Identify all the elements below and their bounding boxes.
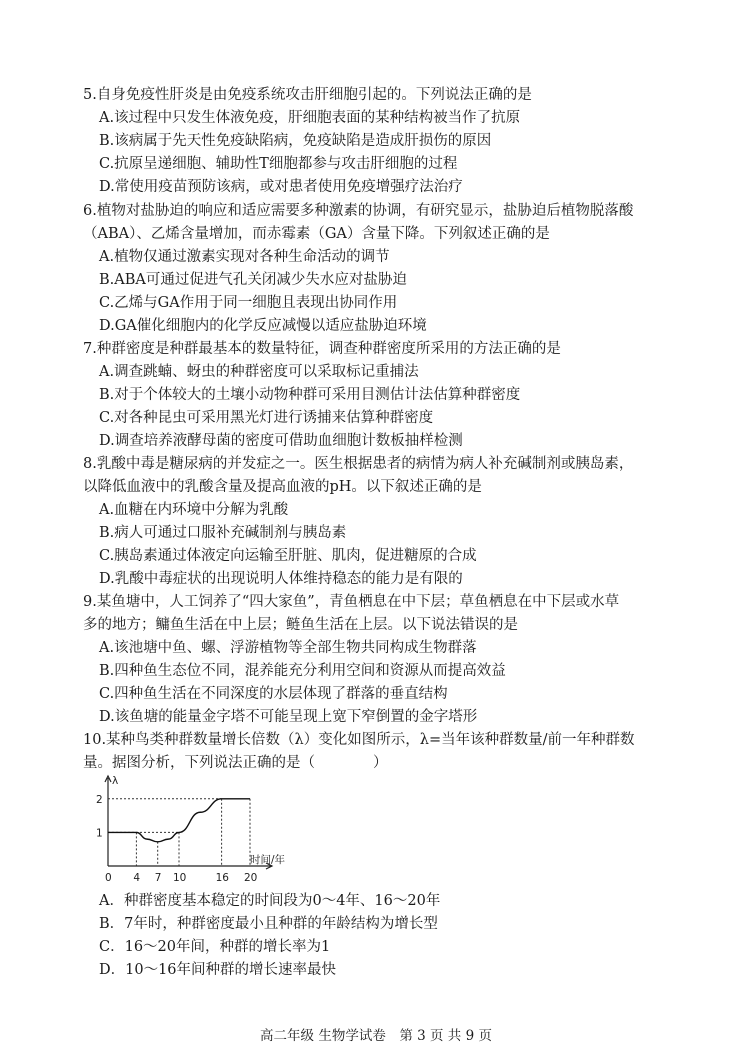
lambda-chart	[90, 774, 310, 884]
option-a: A．种群密度基本稳定的时间段为0～4年、16～20年	[99, 893, 441, 909]
y-tick-label: 2	[96, 793, 103, 806]
option-d: D.调查培养液酵母菌的密度可借助血细胞计数板抽样检测	[99, 433, 463, 449]
option-a: A.血糖在内环境中分解为乳酸	[99, 502, 289, 518]
question-6	[83, 200, 723, 338]
option-d: D.GA催化细胞内的化学反应减慢以适应盐胁迫环境	[99, 318, 427, 334]
x-axis-label: 时间/年	[250, 854, 286, 866]
option-d: D.该鱼塘的能量金字塔不可能呈现上宽下窄倒置的金字塔形	[99, 709, 478, 725]
y-axis-label: λ	[112, 775, 119, 787]
question-9	[83, 591, 723, 729]
option-b: B.ABA可通过促进气孔关闭减少失水应对盐胁迫	[99, 272, 407, 288]
x-tick-label: 4	[133, 872, 141, 884]
option-a: A.该过程中只发生体液免疫，肝细胞表面的某种结构被当作了抗原	[99, 110, 521, 126]
option-d: D.常使用疫苗预防该病，或对患者使用免疫增强疗法治疗	[99, 179, 463, 195]
question-5	[83, 84, 723, 199]
question-stem-cont: （ABA）、乙烯含量增加，而赤霉素（GA）含量下降。下列叙述正确的是	[83, 226, 550, 242]
question-7	[83, 338, 723, 453]
question-10-options	[83, 890, 723, 982]
question-stem: 7.种群密度是种群最基本的数量特征，调查种群密度所采用的方法正确的是	[83, 341, 561, 357]
option-a: A.该池塘中鱼、螺、浮游植物等全部生物共同构成生物群落	[99, 640, 477, 656]
x-tick-label: 10	[173, 872, 187, 884]
option-b: B.病人可通过口服补充碱制剂与胰岛素	[99, 525, 347, 541]
question-10-stem	[83, 729, 723, 775]
lambda-curve	[108, 799, 250, 842]
question-stem: 6.植物对盐胁迫的响应和适应需要多种激素的协调，有研究显示，盐胁迫后植物脱落酸	[83, 203, 634, 219]
y-tick-label: 1	[96, 827, 103, 840]
option-c: C.胰岛素通过体液定向运输至肝脏、肌肉，促进糖原的合成	[99, 548, 477, 564]
option-b: B．7年时，种群密度最小且种群的年龄结构为增长型	[99, 916, 438, 932]
x-tick-label: 16	[215, 872, 229, 884]
question-stem-cont: 多的地方；鳙鱼生活在中上层；鲢鱼生活在上层。以下说法错误的是	[83, 617, 518, 633]
option-b: B.对于个体较大的土壤小动物种群可采用目测估计法估算种群密度	[99, 387, 521, 403]
option-a: A.植物仅通过激素实现对各种生命活动的调节	[99, 249, 390, 265]
question-stem: 8.乳酸中毒是糖尿病的并发症之一。医生根据患者的病情为病人补充碱制剂或胰岛素，	[83, 456, 634, 472]
page-footer: 高二年级 生物学试卷 第 3 页 共 9 页	[260, 1028, 492, 1044]
option-c: C.对各种昆虫可采用黑光灯进行诱捕来估算种群密度	[99, 410, 434, 426]
x-tick-label: 20	[244, 872, 258, 884]
option-b: B.四种鱼生态位不同，混养能充分利用空间和资源从而提高效益	[99, 663, 506, 679]
question-stem: 5.自身免疫性肝炎是由免疫系统攻击肝细胞引起的。下列说法正确的是	[83, 87, 532, 103]
question-stem: 10.某种鸟类种群数量增长倍数（λ）变化如图所示，λ=当年该种群数量/前一年种群数	[83, 732, 635, 748]
option-c: C.四种鱼生活在不同深度的水层体现了群落的垂直结构	[99, 686, 448, 702]
option-d: D．10～16年间种群的增长速率最快	[99, 962, 337, 978]
option-c: C.抗原呈递细胞、辅助性T细胞都参与攻击肝细胞的过程	[99, 156, 458, 172]
question-stem-cont: 量。据图分析，下列说法正确的是（ ）	[83, 755, 388, 771]
option-d: D.乳酸中毒症状的出现说明人体维持稳态的能力是有限的	[99, 571, 463, 587]
question-stem: 9.某鱼塘中，人工饲养了“四大家鱼”，青鱼栖息在中下层；草鱼栖息在中下层或水草	[83, 594, 620, 610]
option-c: C.乙烯与GA作用于同一细胞且表现出协同作用	[99, 295, 398, 311]
question-8	[83, 453, 723, 591]
option-a: A.调查跳蝻、蚜虫的种群密度可以采取标记重捕法	[99, 364, 419, 380]
option-b: B.该病属于先天性免疫缺陷病，免疫缺陷是造成肝损伤的原因	[99, 133, 492, 149]
question-stem-cont: 以降低血液中的乳酸含量及提高血液的pH。以下叙述正确的是	[83, 479, 482, 495]
x-tick-label: 0	[105, 872, 112, 884]
x-tick-label: 7	[154, 872, 162, 884]
option-c: C．16～20年间，种群的增长率为1	[99, 939, 331, 955]
